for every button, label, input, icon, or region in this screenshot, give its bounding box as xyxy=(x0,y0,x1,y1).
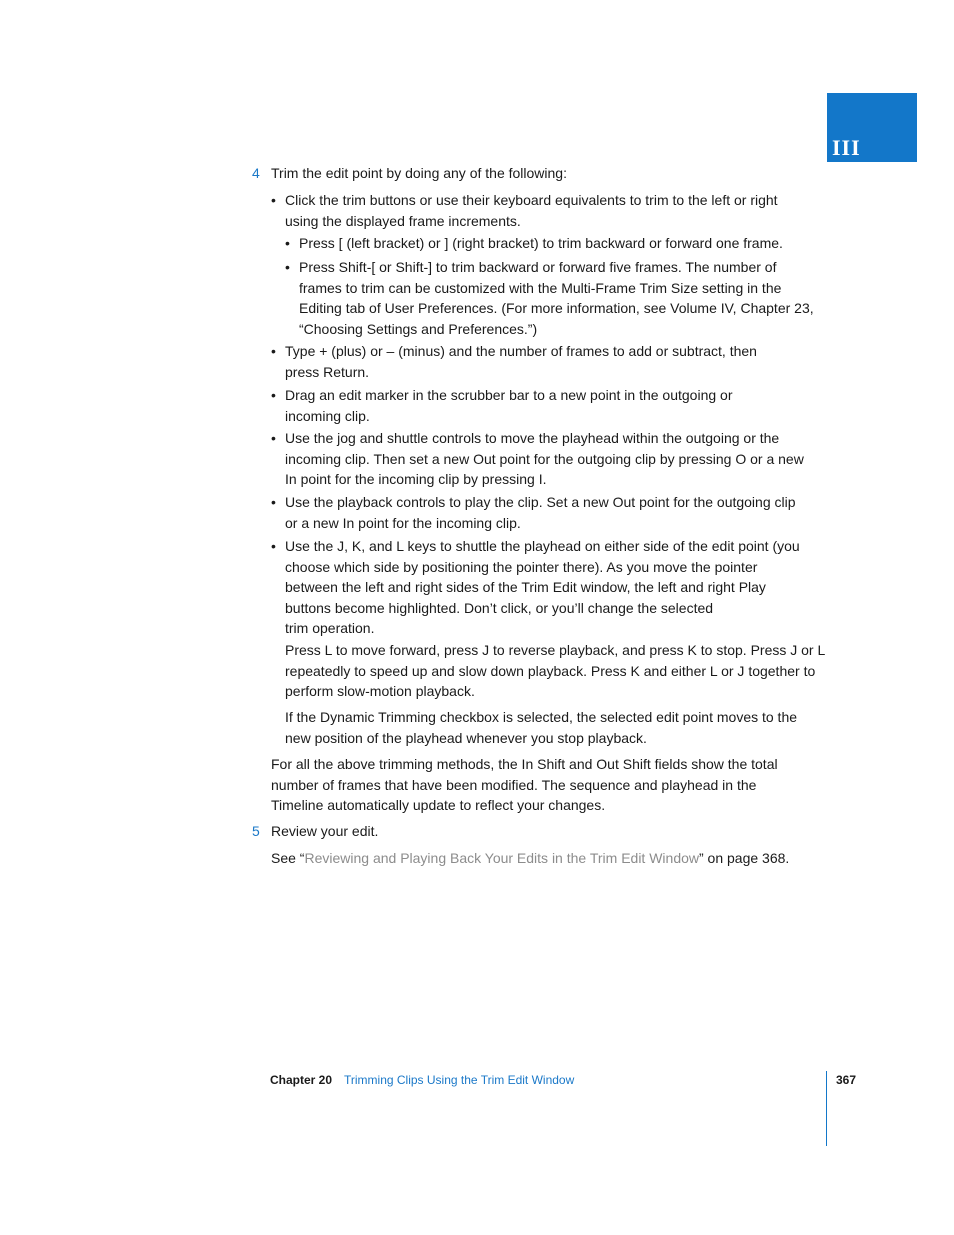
part-tab xyxy=(827,93,917,162)
text-line: In point for the incoming clip by pressing I. xyxy=(285,471,547,487)
footer-chapter: Chapter 20 xyxy=(270,1073,333,1087)
step-number: 4 xyxy=(252,165,260,181)
bullet-glyph: • xyxy=(271,538,276,554)
text-line: or a new In point for the incoming clip. xyxy=(285,514,521,531)
text-line: buttons become highlighted. Don’t click, or you’ll change the selected xyxy=(285,599,714,616)
bullet-glyph: • xyxy=(285,259,290,275)
text-line: Press [ (left bracket) or ] (right bracket) to trim backward or forward one frame. xyxy=(299,235,783,251)
step-number: 5 xyxy=(252,823,260,839)
text-line: choose which side by positioning the pointer there). As you move the pointer xyxy=(285,558,758,575)
list-item xyxy=(285,233,783,254)
text-line: new position of the playhead whenever you stop playback. xyxy=(285,729,647,746)
text-line: using the displayed frame increments. xyxy=(285,212,521,229)
list-item xyxy=(271,492,796,533)
text-line: Click the trim buttons or use their keyboard equivalents to trim to the left or right xyxy=(285,192,778,208)
bullet-glyph: • xyxy=(285,235,290,251)
text-line: “Choosing Settings and Preferences.”) xyxy=(299,320,538,337)
text-line: frames to trim can be customized with the Multi-Frame Trim Size setting in the xyxy=(299,279,782,296)
text-line: perform slow-motion playback. xyxy=(285,683,475,699)
text-line: Drag an edit marker in the scrubber bar to a new point in the outgoing or xyxy=(285,387,733,403)
paragraph xyxy=(285,707,797,748)
page-number: 367 xyxy=(836,1073,857,1087)
bullet-glyph: • xyxy=(271,192,276,208)
list-item xyxy=(271,385,733,426)
footer-divider xyxy=(826,1071,827,1146)
text-line: incoming clip. Then set a new Out point for the outgoing clip by pressing O or a new xyxy=(285,450,804,467)
cross-reference-link[interactable]: Reviewing and Playing Back Your Edits in the Trim Edit Window xyxy=(304,850,699,866)
footer-chapter-title: Trimming Clips Using the Trim Edit Window xyxy=(344,1073,575,1087)
text-line: For all the above trimming methods, the In Shift and Out Shift fields show the total xyxy=(271,756,778,772)
list-item xyxy=(271,428,804,490)
text-line: Use the J, K, and L keys to shuttle the playhead on either side of the edit point (you xyxy=(285,538,800,554)
text-line: Editing tab of User Preferences. (For more information, see Volume IV, Chapter 23, xyxy=(299,300,814,316)
bullet-glyph: • xyxy=(271,387,276,403)
bullet-glyph: • xyxy=(271,343,276,359)
text-line: trim operation. xyxy=(285,620,375,636)
step-text: Trim the edit point by doing any of the following: xyxy=(271,165,567,181)
see-suffix: ” on page 368. xyxy=(699,850,790,866)
part-tab-label: III xyxy=(832,135,861,160)
text-line: If the Dynamic Trimming checkbox is selected, the selected edit point moves to the xyxy=(285,709,798,725)
list-item xyxy=(285,257,814,339)
text-line: Press L to move forward, press J to reverse playback, and press K to stop. Press J or L xyxy=(285,642,826,658)
bullet-glyph: • xyxy=(271,494,276,510)
text-line: Use the jog and shuttle controls to move the playhead within the outgoing or the xyxy=(285,430,780,446)
paragraph xyxy=(285,640,825,702)
summary-paragraph xyxy=(271,754,778,816)
text-line: Press Shift-[ or Shift-] to trim backward or forward five frames. The number of xyxy=(299,259,777,275)
text-line: Timeline automatically update to reflect your changes. xyxy=(271,797,606,813)
text-line: repeatedly to speed up and slow down playback. Press K and either L or J together to xyxy=(285,662,816,679)
list-item xyxy=(271,341,757,382)
step-text: Review your edit. xyxy=(271,823,379,839)
text-line: number of frames that have been modified. The sequence and playhead in the xyxy=(271,776,757,793)
text-line: Type + (plus) or – (minus) and the number of frames to add or subtract, then xyxy=(285,343,757,359)
text-line: press Return. xyxy=(285,363,370,380)
bullet-glyph: • xyxy=(271,430,276,446)
see-prefix: See “ xyxy=(271,850,305,866)
list-item xyxy=(271,190,778,231)
text-line: incoming clip. xyxy=(285,407,370,424)
text-line: between the left and right sides of the Trim Edit window, the left and right Play xyxy=(285,579,766,595)
list-item xyxy=(271,536,800,639)
see-reference xyxy=(271,848,789,869)
text-line: Use the playback controls to play the clip. Set a new Out point for the outgoing clip xyxy=(285,494,796,510)
